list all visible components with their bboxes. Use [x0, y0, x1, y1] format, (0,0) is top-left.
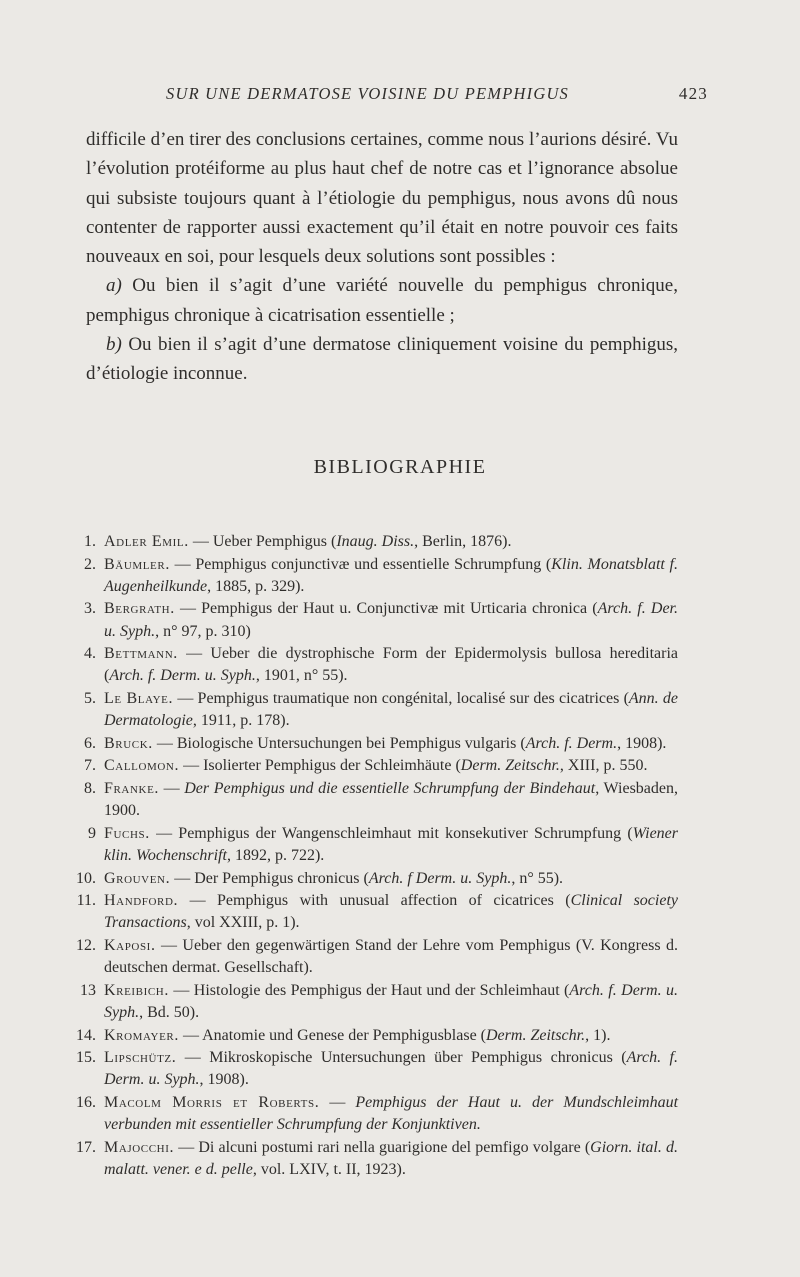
- bibliography-entry-tail: , n° 97, p. 310): [155, 622, 251, 640]
- bibliography-entry-text: — Isolierter Pemphigus der Schleimhäute (: [179, 757, 461, 775]
- bibliography-entry-number: 5.: [84, 689, 96, 707]
- bibliography-title: BIBLIOGRAPHIE: [313, 456, 487, 478]
- bibliography-entry-tail: , vol. LXIV, t. II, 1923).: [252, 1160, 406, 1178]
- bibliography-entry-author: Callomon.: [104, 757, 180, 775]
- bibliography-entry-tail: , 1885, p. 329).: [207, 577, 305, 595]
- bibliography-entry-number: 11.: [76, 892, 96, 910]
- bibliography-entry-number: 16.: [76, 1093, 96, 1111]
- bibliography-entry-reference: Arch. f. Derm.: [525, 734, 618, 752]
- bibliography-entry-reference: Giorn. ital. d. malatt. vener. e d. pelle: [104, 1138, 679, 1178]
- bibliography-entry-number: 10.: [76, 869, 96, 887]
- bibliography-entry-text: — Der Pemphigus chronicus (: [170, 869, 369, 887]
- bibliography-entry-number: 9: [88, 824, 96, 842]
- bibliography-entry-author: Kromayer.: [104, 1026, 179, 1044]
- bibliography-entry-reference: Arch. f. Derm. u. Syph.: [109, 667, 256, 685]
- bibliography-list: [76, 531, 679, 1182]
- bibliography-entry: [76, 868, 678, 890]
- bibliography-entry: [84, 643, 678, 687]
- bibliography-entry-tail: , 1908).: [199, 1071, 249, 1089]
- bibliography-entry: [84, 755, 678, 777]
- bibliography-entry: [84, 688, 678, 732]
- bibliography-entry-author: Bäumler.: [104, 555, 170, 573]
- bibliography-entry: [84, 531, 678, 553]
- bibliography-entry-reference: Klin. Monatsblatt f. Augenheilkunde: [104, 555, 678, 595]
- bibliography-entry: [76, 1092, 679, 1136]
- bibliography-entry-number: 12.: [76, 936, 96, 954]
- bibliography-entry-author: Macolm Morris et Roberts.: [104, 1093, 320, 1111]
- bibliography-entry-text: — Pemphigus conjunctivæ und essentielle Schrumpfung (: [169, 555, 552, 573]
- bibliography-entry-author: Franke.: [104, 779, 159, 797]
- bibliography-entry: [80, 980, 678, 1024]
- bibliography-entry-author: Fuchs.: [104, 824, 150, 842]
- bibliography-entry-number: 2.: [84, 555, 96, 573]
- bibliography-entry-reference: Derm. Zeitschr.: [486, 1026, 586, 1044]
- bibliography-entry-tail: , XIII, p. 550.: [559, 757, 648, 775]
- bibliography-entry-tail: , Bd. 50).: [139, 1003, 200, 1021]
- bibliography-entry-reference: Der Pemphigus und die essentielle Schrumpfung der Bindehaut: [184, 779, 596, 797]
- bibliography-entry-text: — Di alcuni postumi rari nella guarigione del pemfigo volgare (: [174, 1138, 591, 1156]
- bibliography-entry-text: — Ueber die dystrophische Form der Epidermolysis bullosa hereditaria (: [104, 645, 678, 685]
- bibliography-entry-number: 15.: [76, 1049, 96, 1067]
- bibliography-entry-text: — Biologische Untersuchungen bei Pemphigus vulgaris (: [152, 734, 526, 752]
- bibliography-entry-number: 14.: [76, 1026, 96, 1044]
- bibliography-entry-tail: , vol XXIII, p. 1).: [186, 914, 300, 932]
- bibliography-entry-number: 8.: [84, 779, 96, 797]
- bibliography-entry-text: — Pemphigus der Haut u. Conjunctivæ mit Urticaria chronica (: [174, 600, 598, 618]
- bibliography-entry: [88, 823, 678, 867]
- bibliography-entry: [84, 554, 678, 598]
- bibliography-entry-number: 1.: [84, 533, 96, 550]
- bibliography-entry-number: 7.: [84, 757, 96, 775]
- bibliography-entry: [84, 733, 678, 755]
- bibliography-entry: [76, 1047, 679, 1091]
- bibliography-entry-author: Adler Emil.: [104, 533, 189, 550]
- paragraph-continued: difficile d’en tirer des conclusions certaines, comme nous l’aurions désiré. Vu l’évolution protéiforme au plus haut chef de notre cas et l’ignorance absolue qui subsiste toujours quant à l’étiologie du pemphigus, nous avons dû nous contenter de rapporter aussi exactement qu’il était en notre pouvoir ces faits nouveaux en soi, pour lesquels deux solutions sont possibles :: [86, 129, 678, 268]
- bibliography-entry-number: 3.: [84, 600, 96, 618]
- bibliography-entry-tail: , Wiesbaden, 1900.: [104, 779, 678, 820]
- bibliography-entry-author: Majocchi.: [104, 1138, 175, 1156]
- bibliography-entry-author: Le Blaye.: [104, 689, 174, 707]
- bibliography-entry-text: — Pemphigus with unusual affection of cicatrices (: [178, 892, 571, 910]
- bibliography-entry-tail: , n° 55).: [511, 869, 564, 887]
- bibliography-entry-number: 17.: [76, 1138, 96, 1156]
- bibliography-entry-tail: , Berlin, 1876).: [414, 533, 512, 550]
- bibliography-entry-reference: Ann. de Dermatologie: [104, 689, 678, 730]
- bibliography-entry-author: Handford.: [104, 892, 179, 910]
- bibliography-entry-reference: Derm. Zeitschr.: [460, 757, 560, 775]
- body-text: [86, 125, 678, 389]
- bibliography-entry-author: Lipschütz.: [104, 1049, 177, 1067]
- bibliography-entry: [84, 778, 678, 822]
- bibliography-entry-text: — Ueber Pemphigus (: [188, 533, 337, 550]
- bibliography-entry-author: Grouven.: [104, 869, 171, 887]
- bibliography-entry-reference: Arch. f. Der. u. Syph.: [104, 600, 678, 640]
- running-header: [86, 84, 708, 108]
- bibliography-entry-reference: Clinical society Transactions: [104, 892, 679, 932]
- bibliography-entry-tail: , 1901, n° 55).: [255, 667, 348, 685]
- bibliography-entry-author: Kaposi.: [104, 936, 156, 954]
- bibliography-entry-author: Bettmann.: [104, 645, 178, 663]
- bibliography-entry-number: 13: [80, 981, 96, 999]
- bibliography-entry: [76, 1025, 678, 1047]
- bibliography-entry-reference: Arch. f. Derm. u. Syph.: [104, 1049, 679, 1089]
- bibliography-entry-tail: , 1911, p. 178).: [192, 712, 290, 730]
- list-item-b-text: Ou bien il s’agit d’une dermatose cliniquement voisine du pemphigus, d’étiologie inconnue.: [86, 334, 678, 385]
- bibliography-entry-number: 6.: [84, 734, 96, 752]
- bibliography-entry-reference: Pemphigus der Haut u. der Mundschleimhaut verbunden mit essentieller Schrumpfung der Konjunktiven.: [104, 1093, 679, 1134]
- bibliography-entry-reference: Arch. f. Derm. u. Syph.: [104, 981, 678, 1021]
- bibliography-entry: [84, 598, 678, 642]
- bibliography-entry-text: — Anatomie und Genese der Pemphigusblase (: [178, 1026, 486, 1044]
- bibliography-entry-text: — Mikroskopische Untersuchungen über Pemphigus chronicus (: [176, 1049, 627, 1067]
- bibliography-entry-author: Bruck.: [104, 734, 153, 752]
- bibliography-entry-text: — Ueber den gegenwärtigen Stand der Lehre vom Pemphigus (V. Kongress d. deutschen dermat. Gesellschaft).: [104, 936, 678, 977]
- list-item-a: [86, 271, 678, 330]
- bibliography-entry-text: — Pemphigus traumatique non congénital, localisé sur des cicatrices (: [173, 689, 629, 707]
- list-item-b: [86, 330, 678, 389]
- list-item-a-text: Ou bien il s’agit d’une variété nouvelle du pemphigus chronique, pemphigus chronique à cicatrisation essentielle ;: [86, 275, 678, 326]
- list-marker-a: a): [106, 275, 122, 297]
- bibliography-entry-tail: , 1908).: [617, 734, 667, 752]
- bibliography-entry-text: — Histologie des Pemphigus der Haut und der Schleimhaut (: [168, 981, 570, 999]
- bibliography-entry-number: 4.: [84, 645, 96, 663]
- bibliography-entry-text: —: [319, 1093, 356, 1111]
- page-number: 423: [678, 84, 708, 103]
- bibliography-entry-author: Kreibich.: [104, 981, 169, 999]
- bibliography-entry-text: — Pemphigus der Wangenschleimhaut mit konsekutiver Schrumpfung (: [149, 824, 633, 842]
- bibliography-entry-reference: Wiener klin. Wochenschrift: [104, 824, 678, 864]
- running-title: SUR UNE DERMATOSE VOISINE DU PEMPHIGUS: [166, 84, 570, 103]
- bibliography-entry: [76, 890, 679, 934]
- bibliography-entry: [76, 1137, 679, 1181]
- bibliography-entry-text: —: [159, 779, 185, 797]
- bibliography-entry-tail: , 1).: [585, 1026, 611, 1044]
- list-marker-b: b): [106, 334, 122, 356]
- bibliography-entry: [76, 935, 678, 979]
- bibliography-entry-reference: Arch. f Derm. u. Syph.: [368, 869, 512, 887]
- bibliography-entry-reference: Inaug. Diss.: [336, 533, 415, 550]
- bibliography-entry-author: Bergrath.: [104, 600, 175, 618]
- bibliography-entry-tail: , 1892, p. 722).: [226, 846, 325, 864]
